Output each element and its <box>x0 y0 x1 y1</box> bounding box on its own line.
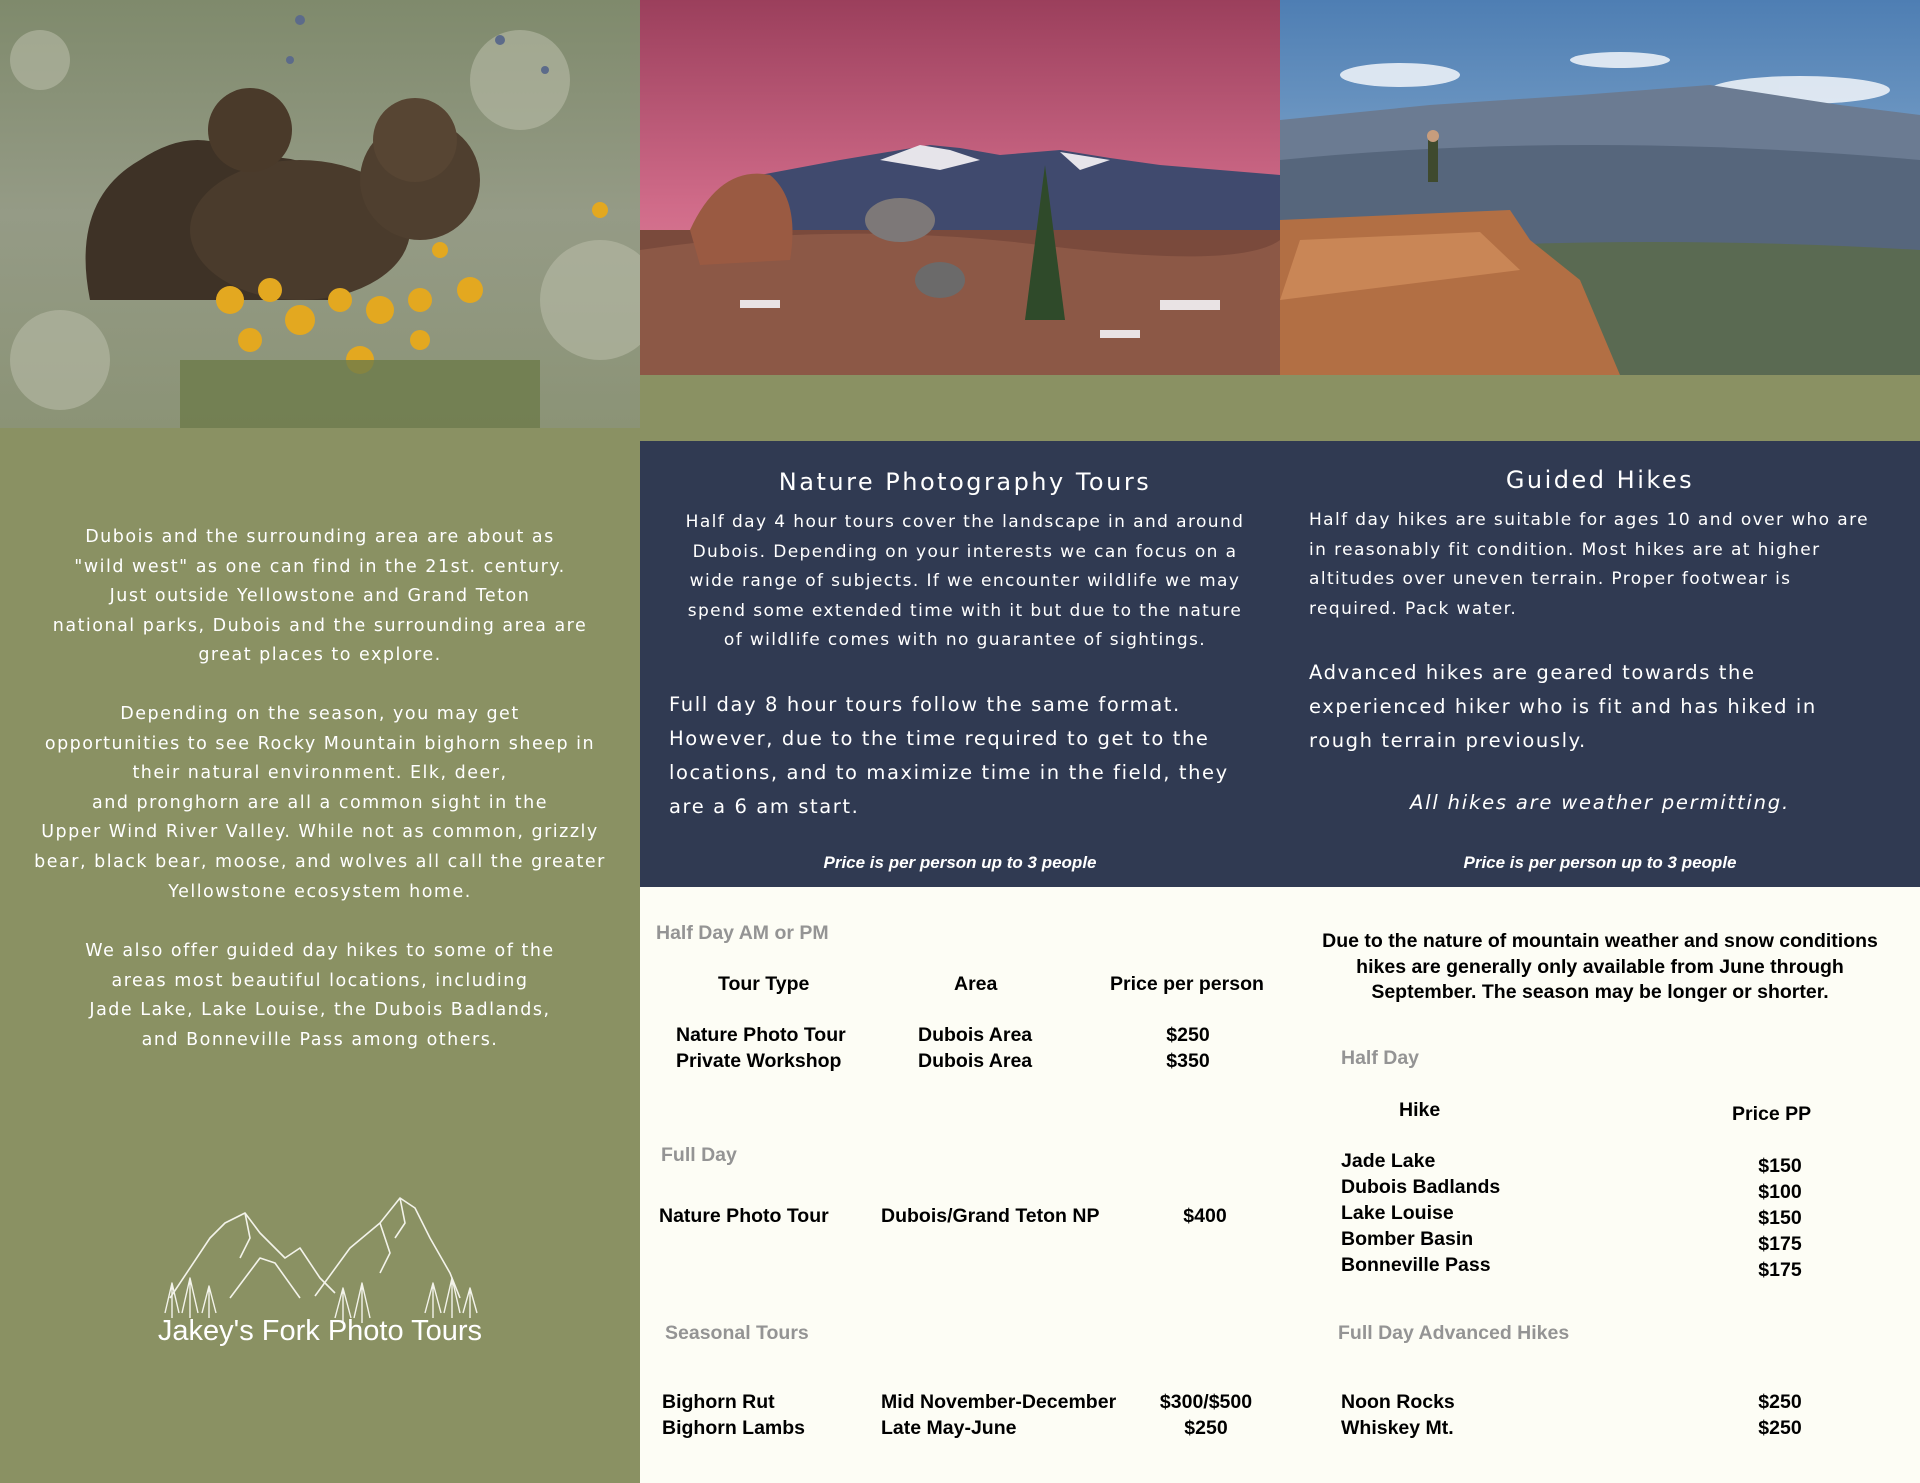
header-tour-type: Tour Type <box>718 973 810 995</box>
table-cell: $150 <box>1758 1207 1802 1229</box>
half-day-hikes-heading: Half Day <box>1341 1047 1420 1069</box>
table-cell: $150 <box>1758 1155 1802 1177</box>
table-cell: Late May-June <box>881 1417 1017 1439</box>
photo-grizzly-cubs <box>0 0 640 428</box>
table-cell: Dubois Area <box>918 1024 1033 1046</box>
table-cell: Private Workshop <box>676 1050 842 1072</box>
tours-full-day-description: Full day 8 hour tours follow the same format. However, due to the time required to get to the locations, and to maximize time in the field, they are a 6 am start. <box>669 693 1229 818</box>
tours-price-note: Price is per person up to 3 people <box>823 853 1097 872</box>
tours-half-day-description: Half day 4 hour tours cover the landscape in and around Dubois. Depending on your interests we can focus on a wide range of subjects. If we encounter wildlife we may spend some extended time with it but due to the nature of wildlife comes with no guarantee of sightings. <box>685 512 1245 651</box>
hikes-half-day-description: Half day hikes are suitable for ages 10 and over who are in reasonably fit condition. Most hikes are at higher altitudes over uneven terrain. Proper footwear is required. Pack water. <box>1309 510 1869 619</box>
seasonal-tour-names <box>662 1389 805 1441</box>
intro-paragraph-1: Dubois and the surrounding area are about as "wild west" as one can find in the 21st. century. Just outside Yellowstone and Grand Teton national parks, Dubois and the surrounding area are great places to explore. <box>52 527 588 666</box>
table-cell: $175 <box>1758 1259 1802 1281</box>
seasonal-tours-heading: Seasonal Tours <box>665 1322 809 1344</box>
header-price-per-person: Price per person <box>1110 973 1264 995</box>
advanced-hike-names <box>1341 1389 1455 1441</box>
full-day-tours-heading: Full Day <box>661 1144 737 1166</box>
green-header-strip <box>640 375 1920 441</box>
table-cell: Jade Lake <box>1341 1150 1436 1172</box>
table-cell: Dubois Badlands <box>1341 1176 1501 1198</box>
table-cell: Dubois Area <box>918 1050 1033 1072</box>
mountain-range-with-pine-trees-icon <box>150 1178 490 1328</box>
table-cell: $250 <box>1758 1417 1802 1439</box>
table-cell: $250 <box>1758 1391 1802 1413</box>
header-price-pp: Price PP <box>1732 1103 1812 1125</box>
table-cell: Bomber Basin <box>1341 1228 1474 1250</box>
season-availability-note: Due to the nature of mountain weather and snow conditions hikes are generally only available from June through September. The season may be longer or shorter. <box>1322 930 1878 1003</box>
half-day-hike-names <box>1341 1148 1500 1278</box>
table-cell: Whiskey Mt. <box>1341 1417 1454 1439</box>
services-panel <box>640 441 1920 887</box>
table-cell: Bighorn Rut <box>662 1391 775 1413</box>
advanced-hike-prices <box>1740 1389 1820 1441</box>
table-cell: Dubois/Grand Teton NP <box>881 1205 1100 1227</box>
half-day-tour-prices <box>1130 1022 1246 1074</box>
half-day-hike-prices <box>1740 1153 1820 1283</box>
table-cell: $250 <box>1166 1024 1210 1046</box>
seasonal-tour-prices <box>1150 1389 1262 1441</box>
hikes-title: Guided Hikes <box>1505 466 1695 494</box>
seasonal-tour-periods <box>881 1389 1116 1441</box>
table-cell: $175 <box>1758 1233 1802 1255</box>
header-hike: Hike <box>1399 1099 1441 1121</box>
hikes-price-note: Price is per person up to 3 people <box>1463 853 1737 872</box>
hikes-weather-note: All hikes are weather permitting. <box>1410 791 1790 814</box>
header-area: Area <box>954 973 998 995</box>
intro-panel <box>0 428 640 1483</box>
table-cell: Nature Photo Tour <box>676 1024 846 1046</box>
photo-hiker-on-cliff <box>1280 0 1920 375</box>
table-cell: Bighorn Lambs <box>662 1417 806 1439</box>
photo-mountain-sunset <box>640 0 1280 375</box>
table-cell: Noon Rocks <box>1341 1391 1455 1413</box>
table-cell: $350 <box>1166 1050 1210 1072</box>
advanced-hikes-heading: Full Day Advanced Hikes <box>1338 1322 1570 1344</box>
half-day-tours-heading: Half Day AM or PM <box>656 922 829 944</box>
table-cell: Nature Photo Tour <box>659 1205 829 1227</box>
table-cell: $400 <box>1183 1205 1227 1227</box>
table-cell: $250 <box>1184 1417 1228 1439</box>
hikes-advanced-description: Advanced hikes are geared towards the experienced hiker who is fit and has hiked in rough terrain previously. <box>1309 661 1817 752</box>
tours-title: Nature Photography Tours <box>778 468 1152 496</box>
half-day-tour-areas <box>918 1022 1032 1074</box>
table-cell: Lake Louise <box>1341 1202 1454 1224</box>
brand-name: Jakey's Fork Photo Tours <box>157 1315 483 1347</box>
table-cell: Bonneville Pass <box>1341 1254 1491 1276</box>
table-cell: $300/$500 <box>1159 1391 1253 1413</box>
half-day-tour-types <box>676 1022 846 1074</box>
table-cell: Mid November-December <box>881 1391 1117 1413</box>
intro-paragraph-2: Depending on the season, you may get opportunities to see Rocky Mountain bighorn sheep in their natural environment. Elk, deer, and pronghorn are all a common sight in the Upper Wind River Valley. While not as common, grizzly bear, black bear, moose, and wolves all call the greater Yellowstone ecosystem home. <box>34 704 606 902</box>
table-cell: $100 <box>1758 1181 1802 1203</box>
intro-paragraph-3: We also offer guided day hikes to some of the areas most beautiful locations, including Jade Lake, Lake Louise, the Dubois Badlands, and Bonneville Pass among others. <box>85 941 555 1050</box>
